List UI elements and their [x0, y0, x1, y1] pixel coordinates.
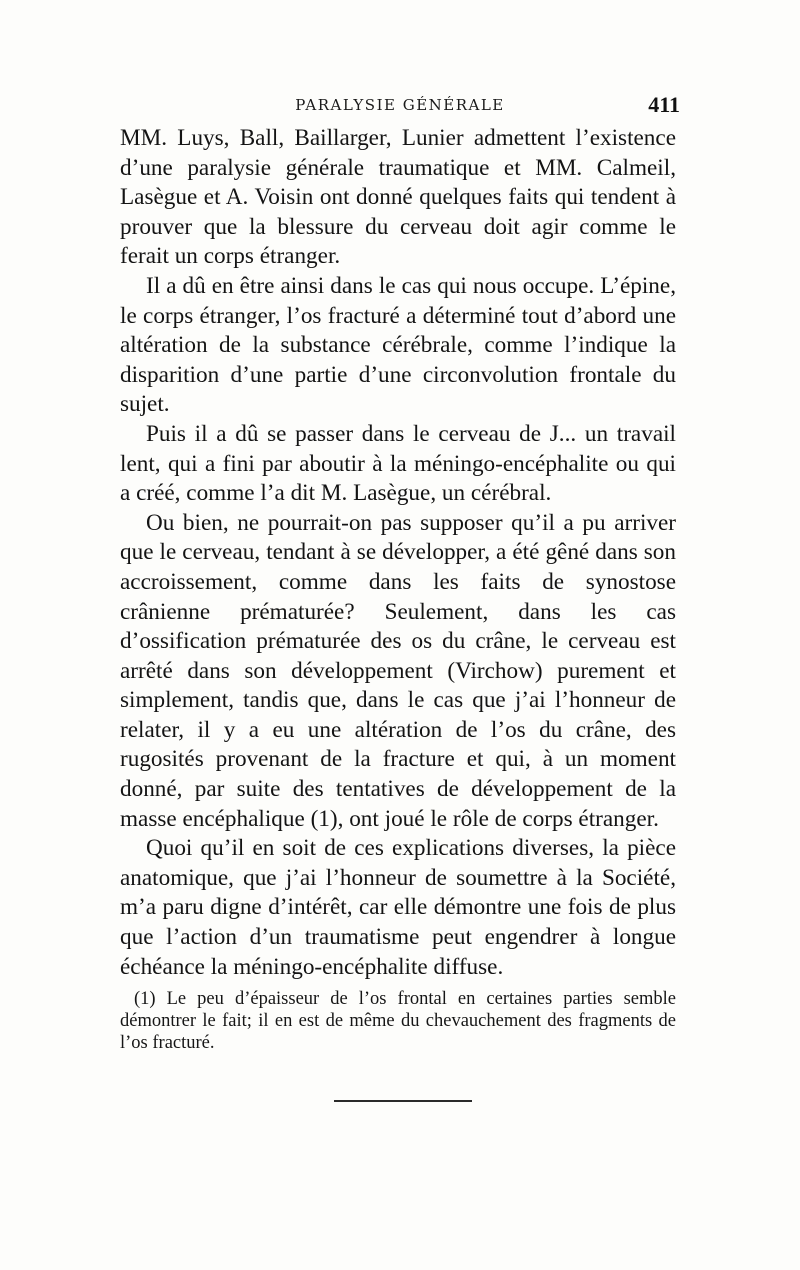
running-title: PARALYSIE GÉNÉRALE: [295, 96, 505, 114]
body-text: [120, 124, 676, 982]
paragraph: Quoi qu’il en soit de ces explications diverses, la pièce anatomique, que j’ai l’honneur de soumettre à la Société, m’a paru digne d’intérêt, car elle démontre une fois de plus que l’action d’un traumatisme peut engendrer à longue échéance la méningo-encéphalite diffuse.: [120, 835, 676, 980]
footnote: (1) Le peu d’épaisseur de l’os frontal en certaines parties semble démontrer le fait; il en est de même du chevauchement des fragments de l’os fracturé.: [120, 989, 676, 1053]
footnote-rule: [334, 1100, 472, 1102]
page-number: 411: [648, 92, 680, 117]
footnotes: [120, 988, 676, 1054]
paragraph: MM. Luys, Ball, Baillarger, Lunier admettent l’existence d’une paralysie générale traumatique et MM. Calmeil, Lasègue et A. Voisin ont donné quelques faits qui tendent à prouver que la blessure du cerveau doit agir comme le ferait un corps étranger.: [120, 125, 676, 270]
paragraph: Puis il a dû se passer dans le cerveau de J... un travail lent, qui a fini par aboutir à la méningo-encéphalite ou qui a créé, comme l’a dit M. Lasègue, un cérébral.: [120, 420, 676, 507]
paragraph: Il a dû en être ainsi dans le cas qui nous occupe. L’épine, le corps étranger, l’os fracturé a déterminé tout d’abord une altération de la substance cérébrale, comme l’indique la disparition d’une partie d’une circonvolution frontale du sujet.: [120, 272, 676, 418]
paragraph: Ou bien, ne pourrait-on pas supposer qu’il a pu arriver que le cerveau, tendant à se développer, a été gêné dans son accroissement, comme dans les faits de synostose crânienne prématurée? Seulement, dans les cas d’ossification prématurée des os du crâne, le cerveau est arrêté dans son développement (Virchow) purement et simplement, tandis que, dans le cas que j’ai l’honneur de relater, il y a eu une altération de l’os du crâne, des rugosités provenant de la fracture et qui, à un moment donné, par suite des tentatives de développement de la masse encéphalique (1), ont joué le rôle de corps étranger.: [120, 509, 676, 832]
running-head: [120, 92, 680, 120]
